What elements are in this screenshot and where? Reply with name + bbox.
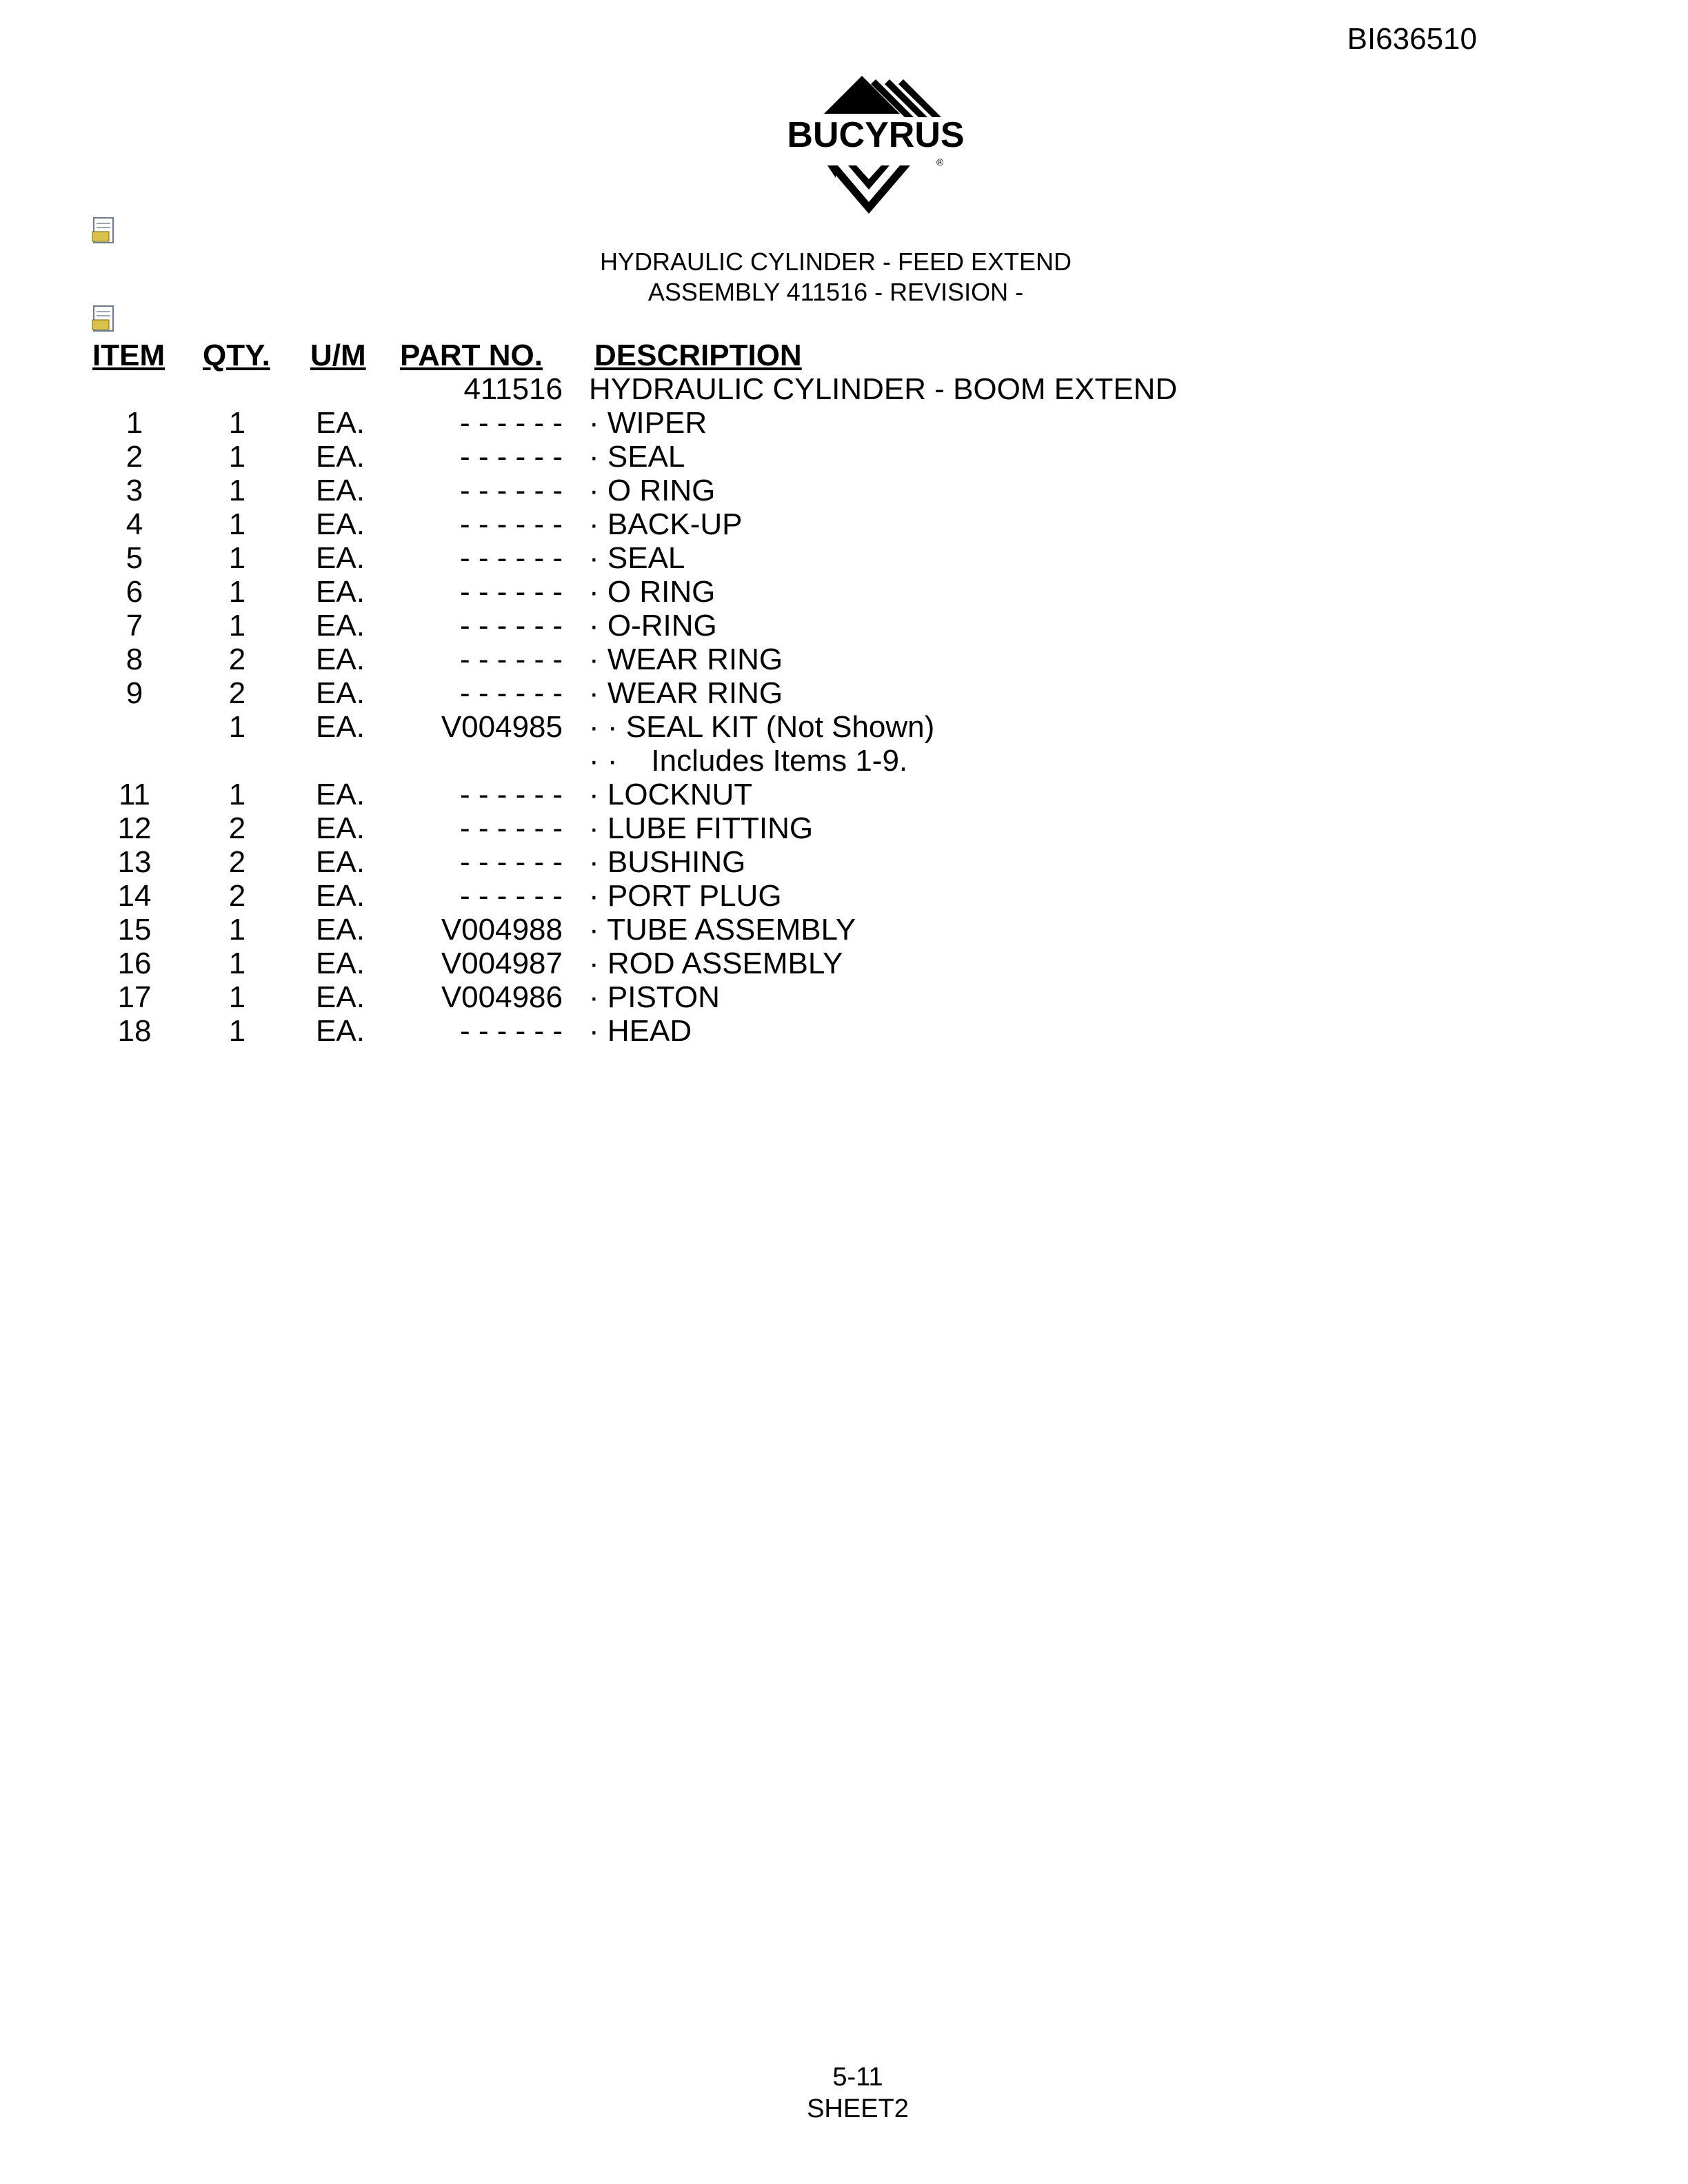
table-row: [92, 710, 1215, 744]
qty-cell: 1: [228, 440, 246, 474]
item-cell: 17: [117, 980, 152, 1014]
table-row: [92, 440, 1215, 474]
item-cell: 18: [117, 1014, 152, 1048]
header-part-no: PART NO.: [400, 338, 543, 372]
um-cell: EA.: [316, 980, 365, 1014]
qty-cell: 1: [228, 541, 246, 575]
document-id: BI636510: [1347, 22, 1477, 56]
part-no-cell: - - - - - -: [459, 643, 563, 676]
part-no-cell: 411516: [463, 372, 563, 406]
description-cell: · · Includes Items 1-9.: [589, 744, 908, 778]
description-cell: · PISTON: [589, 980, 720, 1014]
item-cell: 3: [125, 474, 143, 507]
table-row: [92, 879, 1215, 913]
qty-cell: 1: [228, 507, 246, 541]
part-no-cell: - - - - - -: [459, 845, 563, 879]
um-cell: EA.: [316, 676, 365, 710]
qty-cell: 1: [228, 913, 246, 947]
part-no-cell: V004988: [441, 913, 563, 947]
qty-cell: [203, 744, 310, 778]
svg-text:®: ®: [936, 156, 944, 168]
table-row: [92, 507, 1215, 541]
description-cell: · · SEAL KIT (Not Shown): [589, 710, 935, 744]
header-qty: QTY.: [203, 338, 270, 372]
part-no-cell: - - - - - -: [459, 507, 563, 541]
part-no-cell: - - - - - -: [459, 879, 563, 913]
um-cell: EA.: [316, 947, 365, 980]
qty-cell: 2: [228, 643, 246, 676]
qty-cell: 1: [228, 947, 246, 980]
qty-cell: 1: [228, 778, 246, 811]
part-no-cell: - - - - - -: [459, 676, 563, 710]
description-cell: · WIPER: [589, 406, 707, 440]
qty-cell: 2: [228, 879, 246, 913]
qty-cell: 2: [228, 845, 246, 879]
description-cell: · BACK-UP: [589, 507, 743, 541]
part-no-cell: [400, 744, 563, 778]
qty-cell: 2: [228, 811, 246, 845]
part-no-cell: - - - - - -: [459, 609, 563, 643]
item-cell: 14: [117, 879, 152, 913]
description-cell: · HEAD: [589, 1014, 692, 1048]
um-cell: EA.: [316, 778, 365, 811]
logo-text: BUCYRUS: [787, 115, 965, 155]
qty-cell: [203, 372, 310, 406]
description-cell: · BUSHING: [589, 845, 746, 879]
description-cell: · LUBE FITTING: [589, 811, 814, 845]
description-cell: · WEAR RING: [589, 676, 783, 710]
item-cell: 13: [117, 845, 152, 879]
description-cell: · SEAL: [589, 541, 685, 575]
parts-table: [92, 334, 1215, 1048]
title-line-2: ASSEMBLY 411516 - REVISION -: [647, 278, 1024, 306]
item-cell: 16: [117, 947, 152, 980]
item-cell: 9: [125, 676, 143, 710]
um-cell: EA.: [316, 474, 365, 507]
header-description: DESCRIPTION: [594, 338, 802, 372]
table-row: [92, 643, 1215, 676]
document-title: [0, 247, 1688, 307]
table-row: [92, 406, 1215, 440]
description-cell: · LOCKNUT: [589, 778, 753, 811]
table-row: [92, 609, 1215, 643]
um-cell: EA.: [316, 609, 365, 643]
um-cell: EA.: [316, 845, 365, 879]
part-no-cell: - - - - - -: [459, 778, 563, 811]
item-cell: 5: [125, 541, 143, 575]
qty-cell: 1: [228, 406, 246, 440]
um-cell: EA.: [316, 913, 365, 947]
um-cell: EA.: [316, 811, 365, 845]
part-no-cell: V004986: [441, 980, 563, 1014]
title-line-1: HYDRAULIC CYLINDER - FEED EXTEND: [599, 247, 1072, 276]
part-no-cell: V004985: [441, 710, 563, 744]
document-icon[interactable]: [91, 216, 119, 245]
table-row: [92, 845, 1215, 879]
item-cell: [92, 710, 203, 744]
um-cell: [310, 372, 400, 406]
um-cell: EA.: [316, 507, 365, 541]
bucyrus-logo: [758, 76, 993, 221]
item-cell: 7: [125, 609, 143, 643]
header-item: ITEM: [92, 338, 165, 372]
item-cell: 4: [125, 507, 143, 541]
item-cell: [92, 744, 203, 778]
table-row: [92, 575, 1215, 609]
table-row: [92, 372, 1215, 406]
table-row: [92, 811, 1215, 845]
um-cell: EA.: [316, 879, 365, 913]
item-cell: 12: [117, 811, 152, 845]
um-cell: EA.: [316, 406, 365, 440]
sheet-label: SHEET2: [807, 2094, 909, 2123]
um-cell: EA.: [316, 710, 365, 744]
table-row: [92, 676, 1215, 710]
description-cell: · O RING: [589, 575, 716, 609]
item-cell: [92, 372, 203, 406]
qty-cell: 1: [228, 575, 246, 609]
document-icon[interactable]: [91, 305, 119, 334]
part-no-cell: - - - - - -: [459, 406, 563, 440]
page-number: 5-11: [832, 2063, 883, 2092]
qty-cell: 2: [228, 676, 246, 710]
qty-cell: 1: [228, 609, 246, 643]
description-cell: · SEAL: [589, 440, 685, 474]
item-cell: 2: [125, 440, 143, 474]
item-cell: 15: [117, 913, 152, 947]
table-row: [92, 947, 1215, 980]
description-cell: · WEAR RING: [589, 643, 783, 676]
description-cell: · ROD ASSEMBLY: [589, 947, 843, 980]
um-cell: EA.: [316, 1014, 365, 1048]
table-row: [92, 541, 1215, 575]
um-cell: EA.: [316, 541, 365, 575]
part-no-cell: - - - - - -: [459, 440, 563, 474]
part-no-cell: - - - - - -: [459, 811, 563, 845]
part-no-cell: - - - - - -: [459, 575, 563, 609]
table-row: [92, 744, 1215, 778]
part-no-cell: V004987: [441, 947, 563, 980]
description-cell: · PORT PLUG: [589, 879, 782, 913]
qty-cell: 1: [228, 474, 246, 507]
description-cell: · TUBE ASSEMBLY: [589, 913, 856, 947]
part-no-cell: - - - - - -: [459, 541, 563, 575]
table-row: [92, 980, 1215, 1014]
description-cell: · O-RING: [589, 609, 717, 643]
um-cell: EA.: [316, 575, 365, 609]
qty-cell: 1: [228, 1014, 246, 1048]
part-no-cell: - - - - - -: [459, 474, 563, 507]
item-cell: 11: [119, 778, 150, 811]
table-row: [92, 1014, 1215, 1048]
page-footer: [0, 2061, 1688, 2125]
header-um: U/M: [310, 338, 366, 372]
qty-cell: 1: [228, 980, 246, 1014]
um-cell: EA.: [316, 643, 365, 676]
table-row: [92, 778, 1215, 811]
um-cell: [310, 744, 400, 778]
table-header-row: [92, 334, 1215, 372]
part-no-cell: - - - - - -: [459, 1014, 563, 1048]
description-cell: · O RING: [589, 474, 716, 507]
table-row: [92, 913, 1215, 947]
item-cell: 1: [125, 406, 143, 440]
qty-cell: 1: [228, 710, 246, 744]
item-cell: 6: [125, 575, 143, 609]
table-row: [92, 474, 1215, 507]
description-cell: HYDRAULIC CYLINDER - BOOM EXTEND: [589, 372, 1178, 406]
um-cell: EA.: [316, 440, 365, 474]
item-cell: 8: [125, 643, 143, 676]
